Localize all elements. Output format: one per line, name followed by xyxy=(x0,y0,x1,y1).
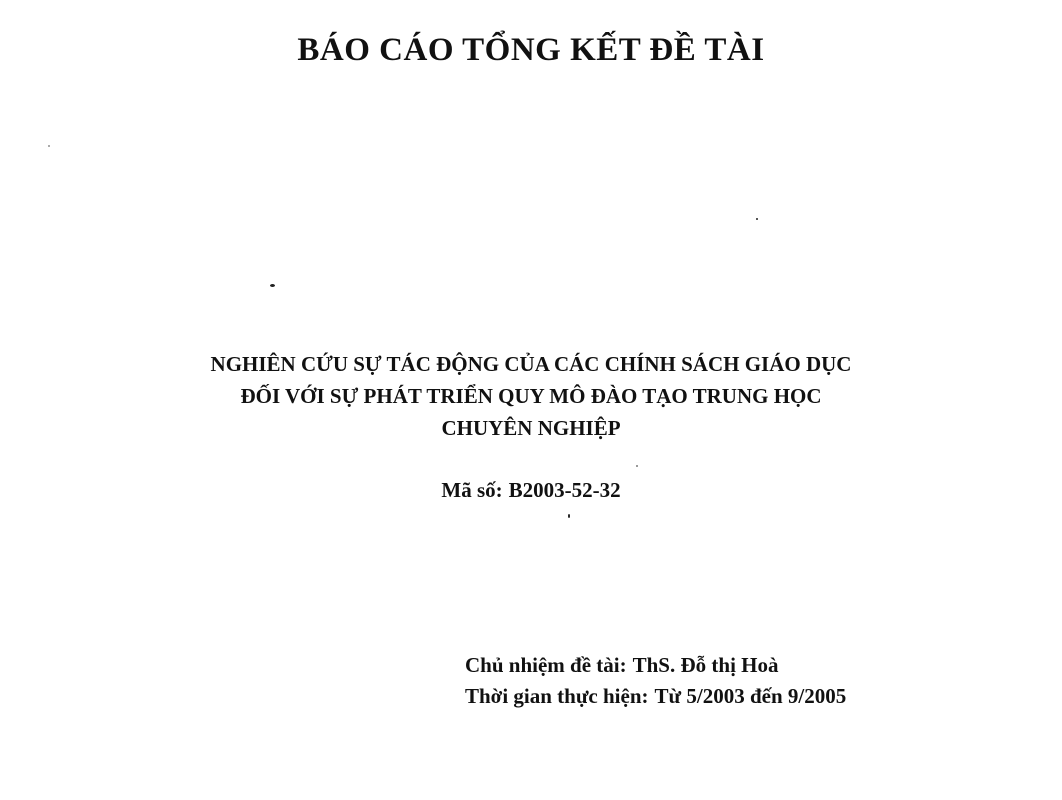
report-subject xyxy=(131,348,931,444)
scan-speck xyxy=(636,465,638,467)
subject-line: CHUYÊN NGHIỆP xyxy=(441,416,621,440)
scan-speck xyxy=(48,145,50,147)
subject-line: NGHIÊN CỨU SỰ TÁC ĐỘNG CỦA CÁC CHÍNH SÁCH GIÁO DỤC xyxy=(210,352,852,376)
scan-speck xyxy=(270,284,275,287)
project-code-label: Mã số: xyxy=(441,478,503,502)
project-meta xyxy=(465,650,846,712)
project-duration xyxy=(465,681,846,712)
project-duration-label: Thời gian thực hiện: xyxy=(465,684,649,708)
report-title: BÁO CÁO TỔNG KẾT ĐỀ TÀI xyxy=(297,32,765,68)
project-leader-value: ThS. Đỗ thị Hoà xyxy=(632,653,779,677)
project-leader xyxy=(465,650,846,681)
project-leader-label: Chủ nhiệm đề tài: xyxy=(465,653,627,677)
scan-speck xyxy=(756,218,758,220)
subject-line: ĐỐI VỚI SỰ PHÁT TRIỂN QUY MÔ ĐÀO TẠO TRUNG HỌC xyxy=(240,384,822,408)
project-code-value: B2003-52-32 xyxy=(508,478,621,502)
project-code xyxy=(0,478,1062,503)
project-duration-value: Từ 5/2003 đến 9/2005 xyxy=(654,684,847,708)
scan-speck xyxy=(568,514,570,518)
